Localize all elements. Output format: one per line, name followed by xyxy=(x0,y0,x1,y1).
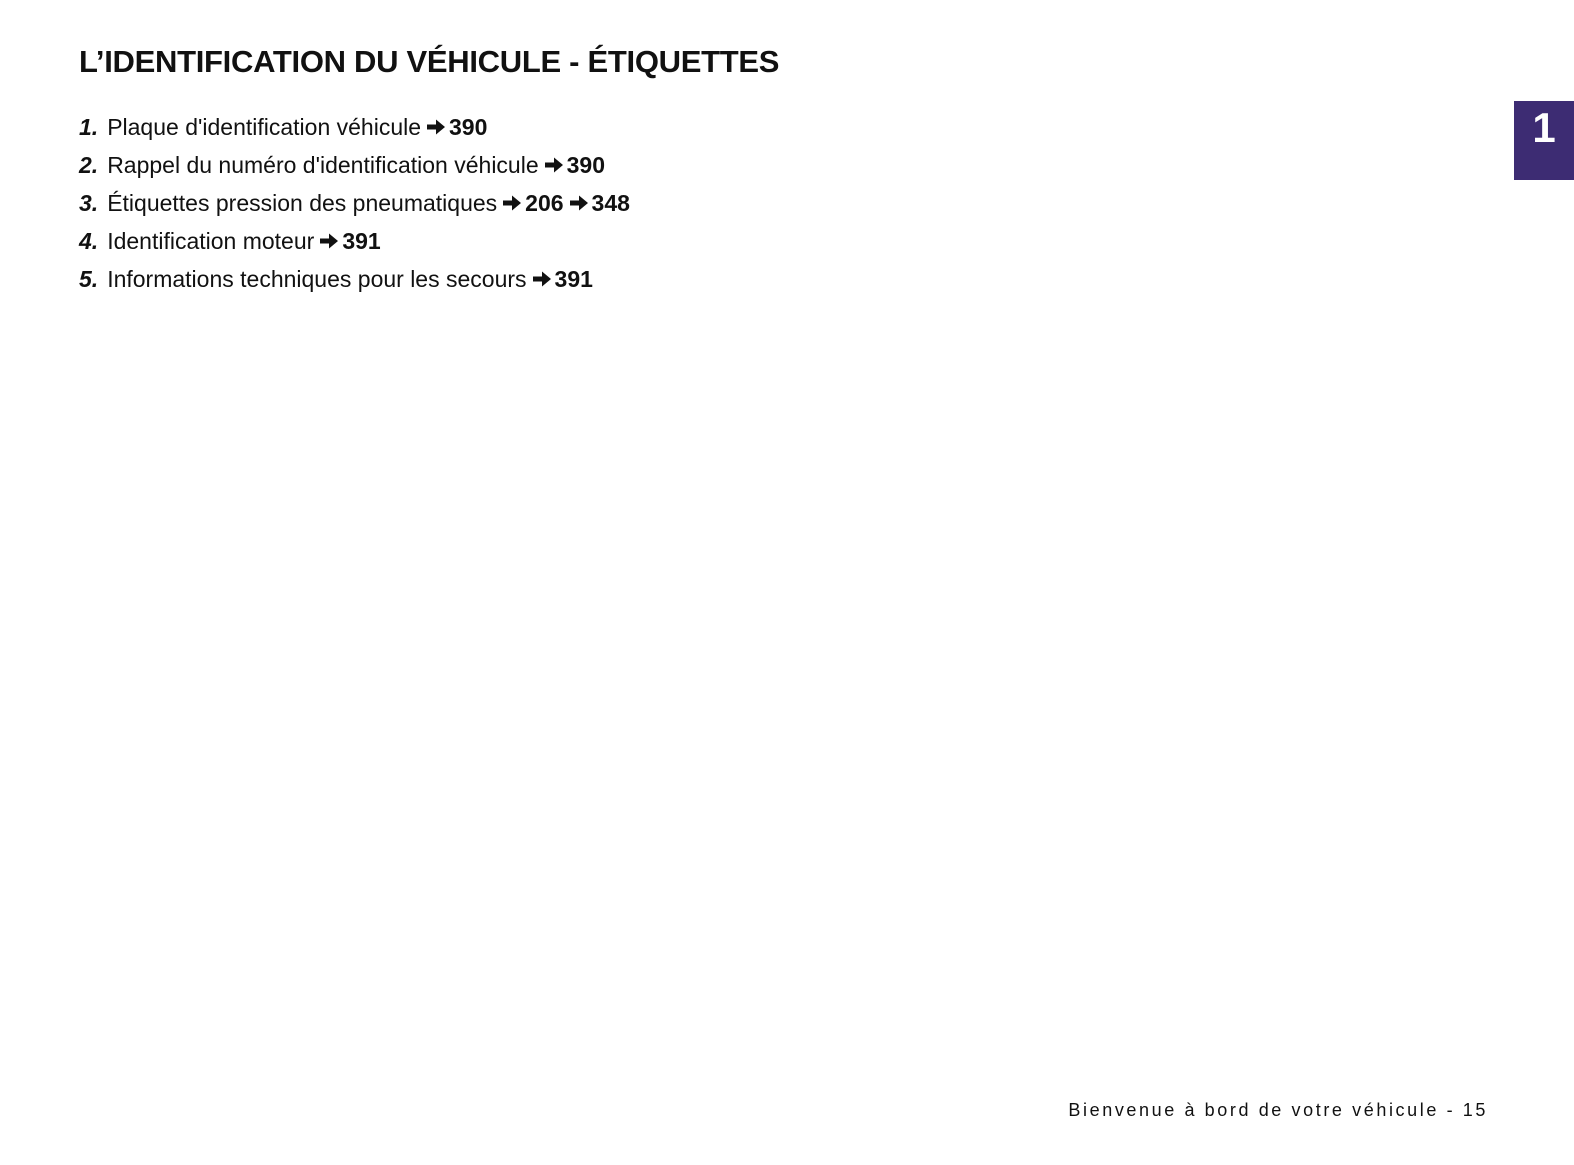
item-label: Rappel du numéro d'identification véhicule xyxy=(107,152,539,178)
page-number: 390 xyxy=(566,152,606,178)
list-item xyxy=(79,222,630,260)
list-item xyxy=(79,146,630,184)
item-label: Identification moteur xyxy=(107,228,315,254)
item-label: Plaque d'identification véhicule xyxy=(107,114,422,140)
item-number: 1. xyxy=(79,114,99,140)
arrow-right-icon xyxy=(569,194,589,212)
item-number: 3. xyxy=(79,190,99,216)
page-reference[interactable] xyxy=(544,146,605,184)
item-label: Étiquettes pression des pneumatiques xyxy=(107,190,498,216)
page-number: 390 xyxy=(449,114,488,140)
chapter-tab[interactable]: 1 xyxy=(1514,101,1574,180)
page-number: 206 xyxy=(525,190,564,216)
page-reference[interactable] xyxy=(569,184,630,222)
page-reference[interactable] xyxy=(319,222,380,260)
item-number: 5. xyxy=(79,266,99,292)
item-number: 4. xyxy=(79,228,99,254)
arrow-right-icon xyxy=(502,194,522,212)
page-title: L’IDENTIFICATION DU VÉHICULE - ÉTIQUETTES xyxy=(79,44,780,79)
list-item xyxy=(79,108,630,146)
list-item xyxy=(79,260,630,298)
arrow-right-icon xyxy=(532,270,552,288)
page-number: 391 xyxy=(342,228,381,254)
page-reference[interactable] xyxy=(532,260,593,298)
item-label: Informations techniques pour les secours xyxy=(107,266,527,292)
page-number: 391 xyxy=(554,266,593,292)
page-footer: Bienvenue à bord de votre véhicule - 15 xyxy=(1068,1100,1488,1120)
arrow-right-icon xyxy=(426,118,446,136)
page-reference[interactable] xyxy=(502,184,563,222)
page-number: 348 xyxy=(591,190,630,216)
arrow-right-icon xyxy=(544,156,564,174)
arrow-right-icon xyxy=(319,232,339,250)
list-item xyxy=(79,184,630,222)
item-number: 2. xyxy=(79,152,99,178)
page-reference[interactable] xyxy=(426,108,487,146)
identification-list xyxy=(79,108,630,298)
